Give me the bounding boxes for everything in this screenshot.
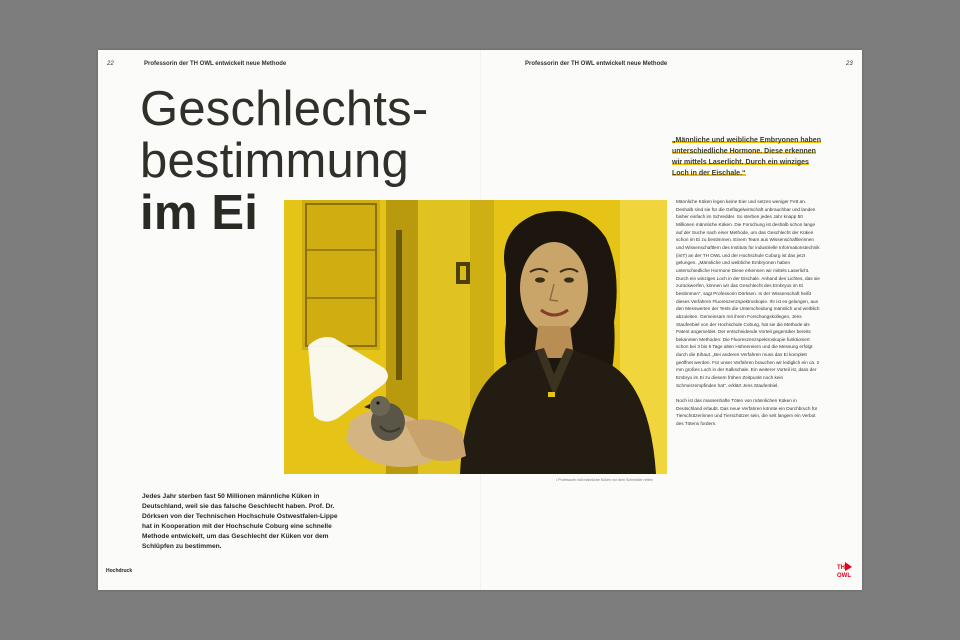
section-label: Hochdruck [106, 568, 133, 574]
svg-text:OWL: OWL [837, 573, 851, 579]
right-page-number: 23 [846, 61, 853, 67]
photo-caption: • Professorin will männliche Küken vor dem Schredder retten [556, 478, 653, 482]
body-paragraph-2: Noch ist das massenhafte Töten von männlichen Küken in Deutschland erlaubt. Das neue Verfahren könnte ein Durchbruch für Tierschützerinnen und Tierschützer sein, die seit langem ein Verbot des Tötens fordern. [676, 398, 818, 427]
headline-line-1: Geschlechts- [140, 82, 429, 136]
feature-photo [284, 200, 667, 474]
th-owl-logo [836, 561, 854, 581]
body-paragraph-1: Männliche Küken legen keine Eier und setzen weniger Fett an. Deshalb sind sie für die Geflügelwirtschaft unbrauchbar und landen bisher einfach im Schredder. So sterben jedes Jahr knapp 50 Millionen männliche Küken. Die Forschung ist deshalb schon lange auf der Suche nach einer Methode, um das Geschlecht der Küken schon im Ei zu bestimmen. Einem Team aus Wissenschaftlerinnen und Wissenschaftlern des Instituts für industrielle Informationstechnik (inIT) an der TH OWL und der Hochschule Coburg ist das jetzt gelungen. „Männliche und weibliche Embryonen haben unterschiedliche Hormone Diese erkennen wir mittels Laserlicht. Durch ein winziges Loch in der Eischale. Anhand des Lichtes, das sie zurückwerfen, können wir das Geschlecht des Embryos im Ei bestimmen“, sagt Professorin Dörksen. In der Wissenschaft heißt dieses Verfahren Fluoreszenzspektroskopie. Ihr ist es gelungen, aus den Messwerten der Tests die Unterscheidung männlich und weiblich abzuleiten. Gemeinsam mit ihrem Forschungskollegen, Jens Staufenbiel von der Hochschule Coburg, hat sie die Methode als Patent angemeldet. Der entscheidende Vorteil gegenüber bereits bekannten Methoden: Die Fluoreszenzspektroskopie funktioniert schon bei 3 bis 6 Tage alten Hühnereiern und die Messung erfolgt durch die Eihaut. „Bei anderen Verfahren muss das Ei komplett geöffnet werden. Für unser Verfahren brauchen wir lediglich ein ca. 2 mm großes Loch in der Kalkschale. Ein weiterer Vorteil ist, dass der Embryo im Ei zu diesem frühen Zeitpunkt noch kein Schmerzempfinden hat“, erklärt Jens Staufenbiel. [676, 199, 820, 388]
left-running-head: Professorin der TH OWL entwickelt neue Methode [144, 61, 287, 67]
intro-paragraph: Jedes Jahr sterben fast 50 Millionen männliche Küken in Deutschland, weil sie das falsche Geschlecht haben. Prof. Dr. Dörksen von der Technischen Hochschule Ostwestfalen-Lippe hat in Kooperation mit der Hochschule Coburg eine schnelle Methode entwickelt, um das Geschlecht der Küken vor dem Schlüpfen zu bestimmen. [142, 493, 338, 550]
svg-text:TH: TH [837, 565, 845, 571]
pull-quote [672, 135, 822, 179]
headline-line-2: bestimmung [140, 134, 409, 188]
right-running-head: Professorin der TH OWL entwickelt neue Methode [525, 61, 668, 67]
article-body [676, 198, 822, 428]
headline-line-3: im Ei [140, 186, 259, 240]
professor-with-chick-illustration [284, 200, 667, 474]
th-owl-logo-icon [836, 561, 854, 581]
magazine-spread [98, 50, 862, 590]
left-page-number: 22 [107, 61, 114, 67]
pull-quote-text: „Männliche und weibliche Embryonen haben unterschiedliche Hormone. Diese erkennen wir mittels Laserlicht. Durch ein winziges Loch in der Eischale.“ [672, 137, 821, 177]
